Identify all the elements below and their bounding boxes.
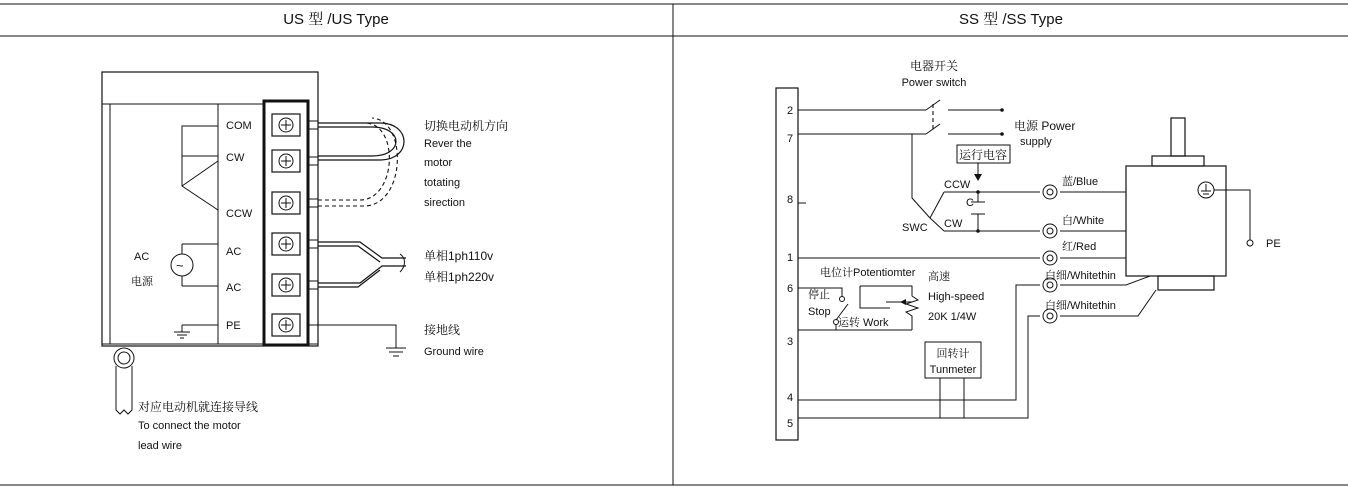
power-switch-label-en: Power switch (901, 77, 967, 89)
us-terminal-pe: PE (226, 320, 241, 332)
ss-terminal-6: 6 (786, 283, 794, 295)
stop-label-cn: 停止 (808, 289, 830, 301)
us-terminal-com: COM (226, 120, 252, 132)
ac-symbol: ~ (176, 258, 184, 273)
ground-note-cn: 接地线 (424, 323, 461, 337)
lead-note-en-2: lead wire (138, 440, 183, 452)
ring-terminal-icon-1 (1043, 224, 1057, 238)
reverse-note-en-4: sirection (424, 197, 465, 209)
motor-shaft (1171, 118, 1185, 156)
us-terminal-cw: CW (226, 152, 245, 164)
us-terminal-ac1: AC (226, 246, 242, 258)
ss-type-header: SS 型 /SS Type (959, 11, 1063, 28)
wire-whitethin-2: 白细/Whitethin (1045, 300, 1116, 312)
tachometer-label-cn: 回转计 (936, 348, 970, 360)
high-speed-label-cn: 高速 (928, 271, 950, 283)
power-note-220v: 单相1ph220v (424, 270, 495, 284)
lead-note-en-1: To connect the motor (138, 420, 241, 432)
reverse-note-en-3: totating (424, 177, 461, 189)
run-capacitor-label: 运行电容 (958, 148, 1008, 162)
potentiometer-label: 电位计Potentiomter (820, 267, 916, 279)
power-supply-label-1: 电源 Power (1014, 119, 1076, 133)
wire-whitethin-1: 白细/Whitethin (1045, 270, 1116, 282)
ring-terminal-icon-2 (1043, 251, 1057, 265)
motor-body (1126, 166, 1226, 276)
us-type-diagram (102, 72, 508, 452)
stop-label-en: Stop (808, 306, 831, 318)
high-speed-spec: 20K 1/4W (928, 311, 977, 323)
ac-source-label-en: AC (134, 251, 150, 263)
reverse-note-cn: 切换电动机方向 (424, 119, 509, 133)
tachometer-label-en: Tunmeter (929, 364, 977, 376)
us-terminal-ccw: CCW (226, 208, 253, 220)
ac-source-label-cn: 电源 (131, 276, 153, 288)
ground-note-en: Ground wire (424, 346, 484, 358)
wire-white: 白/White (1062, 215, 1105, 227)
power-supply-label-2: supply (1020, 136, 1052, 148)
wire-red: 红/Red (1062, 241, 1097, 253)
ss-type-diagram (776, 58, 1281, 440)
us-terminal-block (264, 101, 308, 345)
swc-label: SWC (902, 222, 928, 234)
ss-terminal-3: 3 (786, 336, 794, 348)
lead-note-cn: 对应电动机就连接导线 (138, 400, 259, 414)
us-controller-housing (102, 72, 318, 346)
us-terminal-screws (272, 114, 300, 336)
ss-terminal-4: 4 (786, 392, 794, 404)
ss-terminal-8: 8 (786, 194, 794, 206)
c-label: C (966, 197, 974, 209)
power-switch-label-cn: 电器开关 (909, 59, 959, 73)
ss-terminal-5: 5 (786, 418, 794, 430)
lead-wire-bushing-icon (114, 348, 134, 368)
ccw-label: CCW (944, 179, 971, 191)
ss-terminal-1: 1 (786, 252, 794, 264)
reverse-note-en-2: motor (424, 157, 453, 169)
reverse-note-en-1: Rever the (424, 138, 472, 150)
high-speed-label-en: High-speed (928, 291, 985, 303)
ss-terminal-7: 7 (786, 133, 794, 145)
cw-label: CW (944, 218, 963, 230)
us-type-header: US 型 /US Type (283, 11, 389, 28)
power-note-110v: 单相1ph110v (424, 249, 494, 263)
us-terminal-ac2: AC (226, 282, 242, 294)
ring-terminal-icon-0 (1043, 185, 1057, 199)
ss-terminal-2: 2 (786, 105, 794, 117)
pe-label: PE (1266, 238, 1281, 250)
wire-blue: 蓝/Blue (1062, 176, 1099, 188)
work-label: 运转 Work (838, 317, 889, 329)
